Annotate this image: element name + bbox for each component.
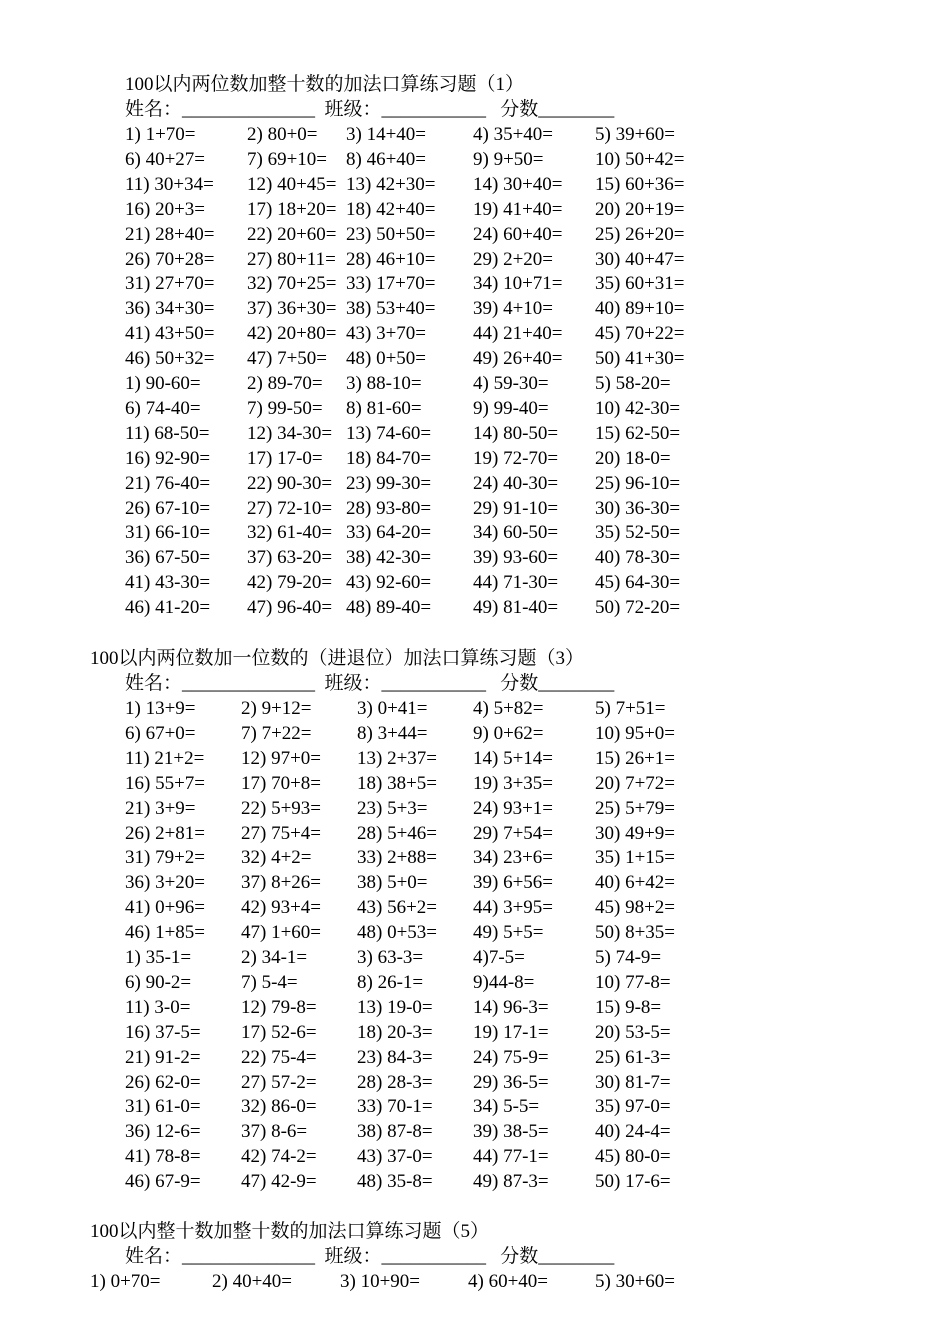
problem-row: [125, 421, 765, 446]
problem-item: 2) 40+40=: [212, 1271, 293, 1292]
problem-item: 23) 5+3=: [357, 797, 428, 819]
problem-row: [125, 346, 765, 371]
problem-item: 32) 4+2=: [241, 847, 312, 869]
problem-item: 47) 42-9=: [241, 1171, 317, 1193]
problem-item: 21) 76-40=: [125, 472, 211, 494]
problem-item: 39) 93-60=: [473, 547, 559, 569]
problem-item: 43) 56+2=: [357, 897, 438, 919]
problem-row: [125, 945, 765, 970]
problem-item: 26) 2+81=: [125, 822, 206, 844]
problem-item: 21) 28+40=: [125, 223, 215, 245]
problem-item: 7) 5-4=: [241, 971, 298, 993]
problem-row: [125, 1020, 765, 1045]
problem-item: 6) 40+27=: [125, 148, 206, 170]
problem-item: 48) 0+53=: [357, 922, 438, 944]
problem-item: 12) 97+0=: [241, 747, 322, 769]
problem-item: 4) 5+82=: [473, 698, 544, 719]
problem-item: 13) 2+37=: [357, 747, 438, 769]
problem-item: 34) 10+71=: [473, 273, 563, 295]
problem-item: 6) 74-40=: [125, 397, 201, 419]
problem-item: 8) 3+44=: [357, 722, 428, 744]
problem-item: 22) 20+60=: [247, 223, 337, 245]
problem-item: 5) 39+60=: [595, 124, 676, 145]
section-3-title: 100以内整十数加整十数的加法口算练习题（5）: [90, 1221, 490, 1242]
problem-item: 45) 64-30=: [595, 572, 681, 594]
problem-item: 20) 53-5=: [595, 1021, 671, 1043]
problem-item: 25) 61-3=: [595, 1046, 671, 1068]
problem-item: 3) 88-10=: [346, 373, 422, 394]
section-1-student-info: 姓名：______________ 班级：___________ 分数________: [125, 99, 615, 120]
problem-item: 32) 70+25=: [247, 273, 337, 295]
problem-row: [125, 1070, 765, 1095]
problem-row: [125, 446, 765, 471]
problem-item: 3) 10+90=: [340, 1271, 421, 1292]
problem-row: [125, 746, 765, 771]
problem-item: 16) 55+7=: [125, 772, 206, 794]
problem-item: 7) 99-50=: [247, 397, 323, 419]
problem-item: 30) 36-30=: [595, 497, 681, 519]
problem-row: [125, 147, 765, 172]
problem-item: 34) 23+6=: [473, 847, 554, 869]
problem-item: 1) 90-60=: [125, 373, 201, 394]
problem-row: [125, 1144, 765, 1169]
problem-item: 7) 69+10=: [247, 148, 328, 170]
problem-item: 37) 8-6=: [241, 1121, 308, 1143]
problem-item: 3) 0+41=: [357, 698, 428, 719]
problem-item: 17) 18+20=: [247, 198, 337, 220]
problem-item: 29) 91-10=: [473, 497, 559, 519]
problem-row: [125, 771, 765, 796]
problem-item: 33) 17+70=: [346, 273, 436, 295]
problem-item: 18) 42+40=: [346, 198, 436, 220]
problem-row: [125, 796, 765, 821]
problem-item: 1) 0+70=: [90, 1271, 161, 1292]
problem-item: 19) 17-1=: [473, 1021, 549, 1043]
problem-row: [125, 371, 765, 396]
problem-item: 24) 93+1=: [473, 797, 554, 819]
problem-row: [125, 172, 765, 197]
problem-item: 41) 43-30=: [125, 572, 211, 594]
problem-row: [125, 1169, 765, 1194]
problem-item: 36) 3+20=: [125, 872, 206, 894]
problem-item: 43) 3+70=: [346, 323, 427, 345]
problem-item: 35) 97-0=: [595, 1096, 671, 1118]
problem-item: 39) 38-5=: [473, 1121, 549, 1143]
problem-item: 10) 77-8=: [595, 971, 671, 993]
problem-item: 35) 1+15=: [595, 847, 676, 869]
problem-item: 6) 67+0=: [125, 722, 196, 744]
problem-row: [125, 845, 765, 870]
problem-item: 15) 62-50=: [595, 422, 681, 444]
problem-item: 27) 75+4=: [241, 822, 322, 844]
problem-row: [125, 321, 765, 346]
problem-item: 48) 35-8=: [357, 1171, 433, 1193]
problem-row: [125, 821, 765, 846]
problem-item: 2) 80+0=: [247, 124, 318, 145]
problem-row: [125, 721, 765, 746]
problem-row: [125, 1094, 765, 1119]
problem-item: 10) 42-30=: [595, 397, 681, 419]
problem-item: 5) 58-20=: [595, 373, 671, 394]
problem-item: 19) 41+40=: [473, 198, 563, 220]
problem-item: 41) 43+50=: [125, 323, 215, 345]
problem-item: 49) 5+5=: [473, 922, 544, 944]
problem-row: [125, 471, 765, 496]
problem-item: 47) 1+60=: [241, 922, 322, 944]
problem-item: 27) 57-2=: [241, 1071, 317, 1093]
problem-item: 11) 21+2=: [125, 747, 205, 769]
problem-item: 28) 5+46=: [357, 822, 438, 844]
problem-item: 45) 70+22=: [595, 323, 685, 345]
problem-item: 43) 92-60=: [346, 572, 432, 594]
problem-item: 32) 86-0=: [241, 1096, 317, 1118]
problem-item: 47) 7+50=: [247, 348, 328, 370]
problem-item: 4) 59-30=: [473, 373, 549, 394]
problem-item: 9) 9+50=: [473, 148, 544, 170]
problem-row: [125, 520, 765, 545]
problem-row: [125, 970, 765, 995]
problem-item: 40) 89+10=: [595, 298, 685, 320]
problem-item: 11) 3-0=: [125, 996, 191, 1018]
problem-item: 26) 70+28=: [125, 248, 215, 270]
problem-row: [90, 1269, 730, 1294]
problem-item: 30) 49+9=: [595, 822, 676, 844]
problem-item: 8) 46+40=: [346, 148, 427, 170]
problem-item: 46) 50+32=: [125, 348, 215, 370]
problem-item: 50) 41+30=: [595, 348, 685, 370]
problem-item: 23) 50+50=: [346, 223, 436, 245]
problem-item: 27) 72-10=: [247, 497, 333, 519]
problem-row: [125, 296, 765, 321]
problem-row: [125, 595, 765, 620]
problem-item: 13) 42+30=: [346, 173, 436, 195]
problem-item: 10) 95+0=: [595, 722, 676, 744]
problem-item: 30) 81-7=: [595, 1071, 671, 1093]
problem-item: 2) 89-70=: [247, 373, 323, 394]
problem-row: [125, 870, 765, 895]
problem-item: 34) 60-50=: [473, 522, 559, 544]
problem-item: 21) 3+9=: [125, 797, 196, 819]
problem-item: 15) 26+1=: [595, 747, 676, 769]
problem-item: 45) 98+2=: [595, 897, 676, 919]
problem-item: 14) 5+14=: [473, 747, 554, 769]
problem-item: 24) 40-30=: [473, 472, 559, 494]
problem-item: 11) 30+34=: [125, 173, 214, 195]
problem-item: 39) 4+10=: [473, 298, 554, 320]
problem-item: 20) 7+72=: [595, 772, 676, 794]
problem-item: 31) 66-10=: [125, 522, 211, 544]
problem-item: 50) 8+35=: [595, 922, 676, 944]
section-3-student-info: 姓名：______________ 班级：___________ 分数________: [125, 1246, 615, 1267]
problem-item: 50) 72-20=: [595, 597, 681, 619]
problem-item: 47) 96-40=: [247, 597, 333, 619]
problem-item: 14) 96-3=: [473, 996, 549, 1018]
problem-item: 4) 60+40=: [468, 1271, 549, 1292]
problem-item: 32) 61-40=: [247, 522, 333, 544]
problem-item: 28) 46+10=: [346, 248, 436, 270]
problem-item: 44) 21+40=: [473, 323, 563, 345]
problem-item: 6) 90-2=: [125, 971, 192, 993]
problem-row: [125, 1045, 765, 1070]
problem-item: 46) 41-20=: [125, 597, 211, 619]
problem-item: 38) 53+40=: [346, 298, 436, 320]
problem-item: 20) 18-0=: [595, 447, 671, 469]
problem-item: 9) 0+62=: [473, 722, 544, 744]
problem-item: 36) 34+30=: [125, 298, 215, 320]
section-2-student-info: 姓名：______________ 班级：___________ 分数________: [125, 673, 615, 694]
problem-item: 27) 80+11=: [247, 248, 336, 270]
problem-item: 2) 9+12=: [241, 698, 312, 719]
problem-item: 12) 79-8=: [241, 996, 317, 1018]
problem-item: 14) 30+40=: [473, 173, 563, 195]
problem-item: 2) 34-1=: [241, 947, 308, 968]
problem-item: 17) 52-6=: [241, 1021, 317, 1043]
problem-item: 16) 92-90=: [125, 447, 211, 469]
problem-item: 35) 60+31=: [595, 273, 685, 295]
problem-item: 8) 26-1=: [357, 971, 424, 993]
problem-item: 44) 77-1=: [473, 1146, 549, 1168]
problem-item: 33) 70-1=: [357, 1096, 433, 1118]
section-1-title: 100以内两位数加整十数的加法口算练习题（1）: [125, 74, 525, 95]
problem-item: 3) 63-3=: [357, 947, 424, 968]
problem-item: 20) 20+19=: [595, 198, 685, 220]
problem-item: 45) 80-0=: [595, 1146, 671, 1168]
problem-item: 16) 37-5=: [125, 1021, 201, 1043]
problem-item: 42) 93+4=: [241, 897, 322, 919]
problem-row: [125, 1119, 765, 1144]
problem-item: 5) 74-9=: [595, 947, 662, 968]
problem-row: [125, 895, 765, 920]
problem-item: 16) 20+3=: [125, 198, 206, 220]
problem-item: 46) 67-9=: [125, 1171, 201, 1193]
problem-item: 42) 74-2=: [241, 1146, 317, 1168]
problem-item: 15) 60+36=: [595, 173, 685, 195]
problem-item: 40) 6+42=: [595, 872, 676, 894]
problem-item: 31) 27+70=: [125, 273, 215, 295]
problem-item: 3) 14+40=: [346, 124, 427, 145]
problem-item: 4) 35+40=: [473, 124, 554, 145]
problem-item: 42) 79-20=: [247, 572, 333, 594]
problem-item: 48) 89-40=: [346, 597, 432, 619]
problem-item: 30) 40+47=: [595, 248, 685, 270]
problem-item: 1) 13+9=: [125, 698, 196, 719]
problem-item: 19) 3+35=: [473, 772, 554, 794]
problem-item: 12) 34-30=: [247, 422, 333, 444]
problem-item: 46) 1+85=: [125, 922, 206, 944]
problem-item: 4)7-5=: [473, 947, 525, 968]
problem-row: [125, 271, 765, 296]
problem-item: 5) 30+60=: [595, 1271, 676, 1292]
problem-item: 40) 78-30=: [595, 547, 681, 569]
problem-item: 40) 24-4=: [595, 1121, 671, 1143]
problem-item: 7) 7+22=: [241, 722, 312, 744]
problem-item: 18) 84-70=: [346, 447, 432, 469]
problem-row: [125, 995, 765, 1020]
section-2-title: 100以内两位数加一位数的（进退位）加法口算练习题（3）: [90, 648, 585, 669]
problem-item: 50) 17-6=: [595, 1171, 671, 1193]
problem-item: 12) 40+45=: [247, 173, 337, 195]
problem-item: 14) 80-50=: [473, 422, 559, 444]
problem-row: [125, 222, 765, 247]
problem-item: 36) 67-50=: [125, 547, 211, 569]
problem-item: 49) 81-40=: [473, 597, 559, 619]
problem-item: 24) 60+40=: [473, 223, 563, 245]
problem-item: 41) 0+96=: [125, 897, 206, 919]
problem-item: 17) 70+8=: [241, 772, 322, 794]
problem-row: [125, 570, 765, 595]
problem-item: 21) 91-2=: [125, 1046, 201, 1068]
problem-item: 37) 63-20=: [247, 547, 333, 569]
problem-item: 5) 7+51=: [595, 698, 666, 719]
problem-row: [125, 545, 765, 570]
problem-item: 29) 7+54=: [473, 822, 554, 844]
problem-item: 24) 75-9=: [473, 1046, 549, 1068]
problem-item: 28) 93-80=: [346, 497, 432, 519]
problem-item: 49) 87-3=: [473, 1171, 549, 1193]
problem-item: 39) 6+56=: [473, 872, 554, 894]
problem-item: 35) 52-50=: [595, 522, 681, 544]
problem-row: [125, 122, 765, 147]
problem-item: 26) 67-10=: [125, 497, 211, 519]
problem-item: 42) 20+80=: [247, 323, 337, 345]
problem-item: 1) 1+70=: [125, 124, 196, 145]
problem-item: 15) 9-8=: [595, 996, 662, 1018]
problem-item: 23) 84-3=: [357, 1046, 433, 1068]
problem-item: 36) 12-6=: [125, 1121, 201, 1143]
problem-item: 38) 42-30=: [346, 547, 432, 569]
problem-item: 29) 2+20=: [473, 248, 554, 270]
problem-item: 22) 90-30=: [247, 472, 333, 494]
problem-item: 13) 74-60=: [346, 422, 432, 444]
problem-item: 13) 19-0=: [357, 996, 433, 1018]
problem-row: [125, 920, 765, 945]
problem-item: 28) 28-3=: [357, 1071, 433, 1093]
problem-item: 37) 8+26=: [241, 872, 322, 894]
problem-item: 25) 5+79=: [595, 797, 676, 819]
problem-item: 17) 17-0=: [247, 447, 323, 469]
problem-item: 37) 36+30=: [247, 298, 337, 320]
problem-item: 25) 26+20=: [595, 223, 685, 245]
problem-item: 22) 5+93=: [241, 797, 322, 819]
problem-item: 11) 68-50=: [125, 422, 210, 444]
problem-item: 18) 38+5=: [357, 772, 438, 794]
problem-item: 44) 71-30=: [473, 572, 559, 594]
problem-item: 26) 62-0=: [125, 1071, 201, 1093]
problem-item: 38) 87-8=: [357, 1121, 433, 1143]
problem-row: [125, 696, 765, 721]
problem-item: 19) 72-70=: [473, 447, 559, 469]
problem-item: 9) 99-40=: [473, 397, 549, 419]
problem-item: 43) 37-0=: [357, 1146, 433, 1168]
problem-item: 29) 36-5=: [473, 1071, 549, 1093]
problem-item: 1) 35-1=: [125, 947, 192, 968]
problem-item: 22) 75-4=: [241, 1046, 317, 1068]
problem-item: 44) 3+95=: [473, 897, 554, 919]
problem-item: 9)44-8=: [473, 971, 535, 993]
problem-item: 23) 99-30=: [346, 472, 432, 494]
problem-item: 33) 2+88=: [357, 847, 438, 869]
problem-item: 34) 5-5=: [473, 1096, 540, 1118]
problem-item: 31) 61-0=: [125, 1096, 201, 1118]
problem-row: [125, 197, 765, 222]
problem-row: [125, 496, 765, 521]
problem-row: [125, 247, 765, 272]
problem-row: [125, 396, 765, 421]
problem-item: 33) 64-20=: [346, 522, 432, 544]
problem-item: 49) 26+40=: [473, 348, 563, 370]
problem-item: 18) 20-3=: [357, 1021, 433, 1043]
problem-item: 8) 81-60=: [346, 397, 422, 419]
problem-item: 38) 5+0=: [357, 872, 428, 894]
problem-item: 25) 96-10=: [595, 472, 681, 494]
problem-item: 41) 78-8=: [125, 1146, 201, 1168]
problem-item: 48) 0+50=: [346, 348, 427, 370]
problem-item: 10) 50+42=: [595, 148, 685, 170]
problem-item: 31) 79+2=: [125, 847, 206, 869]
